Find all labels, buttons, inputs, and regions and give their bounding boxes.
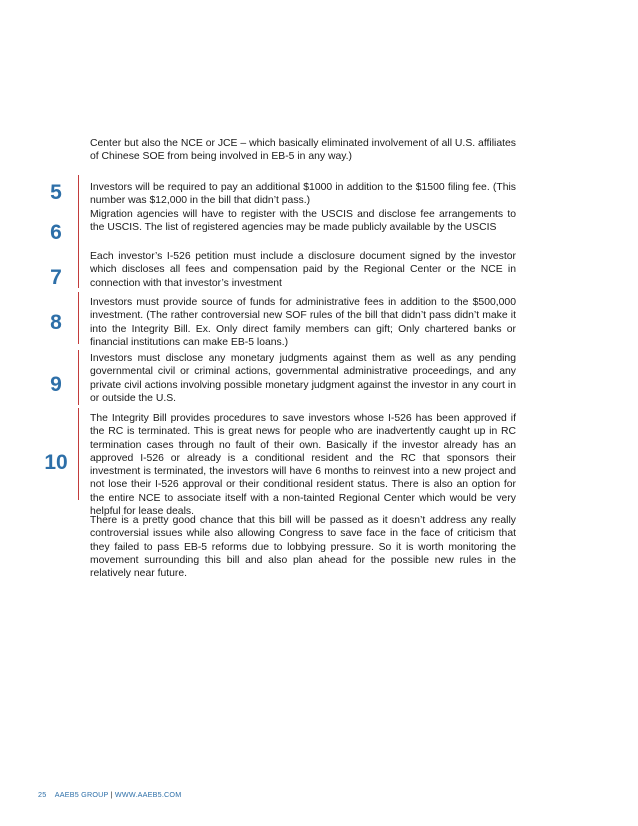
item-number: 6 xyxy=(50,221,62,244)
item-number: 7 xyxy=(50,266,62,289)
item-text: Migration agencies will have to register with the USCIS and disclose fee arrangements to the USCIS. The list of registered agencies may be made publicly available by the USCIS xyxy=(90,209,516,234)
item-5 xyxy=(40,181,600,211)
page-number: 25 xyxy=(38,790,47,799)
item-text: The Integrity Bill provides procedures to save investors whose I-526 has been approved if the RC is terminated. This is great news for people who are inadvertently caught up in RC termination cases through no fault of their own. Basically if the investor already has an approved I-526 or already is a conditional resident and the RC that sponsors their investment is terminated, the investors will have 6 months to reinvest into a new project and not lose their I-526 approval or their conditional resident status. There is also an option for the entire NCE to associate itself with a non-tainted Regional Center which would be very helpful for lease deals. xyxy=(90,413,516,518)
item-number: 8 xyxy=(50,311,62,334)
intro-paragraph: Center but also the NCE or JCE – which basically eliminated involvement of all U.S. affiliates of Chinese SOE from being involved in EB-5 in any way.) xyxy=(90,138,516,163)
item-7 xyxy=(40,250,600,290)
item-text: Investors must provide source of funds for administrative fees in addition to the $500,000 investment. (The rather controversial new SOF rules of the bill that didn’t pass didn’t make it into the Integrity Bill. Ex. Only direct family members can gift; Only chartered banks or financial institutions can make EB-5 loans.) xyxy=(90,297,516,348)
item-text: Investors will be required to pay an additional $1000 in addition to the $1500 filing fee. (This number was $12,000 in the bill that didn’t pass.) xyxy=(90,182,516,207)
closing-paragraph: There is a pretty good chance that this bill will be passed as it doesn’t address any really controversial issues while also allowing Congress to save face in the face of criticism that they failed to pass EB-5 reforms due to lobbying pressure. So it is worth monitoring the movement surrounding this bill and also plan ahead for the possible new rules in the relatively near future. xyxy=(90,515,516,580)
intro-block xyxy=(40,137,600,167)
item-6 xyxy=(40,208,600,248)
item-text: Each investor’s I-526 petition must include a disclosure document signed by the investor which discloses all fees and compensation paid by the Regional Center or the NCE in connection with that investor’s investment xyxy=(90,251,516,289)
item-divider xyxy=(78,205,79,245)
page-footer xyxy=(38,790,181,799)
footer-separator: | xyxy=(110,790,113,799)
footer-website-link[interactable]: WWW.AAEB5.COM xyxy=(114,790,182,799)
item-9 xyxy=(40,352,600,406)
footer-org: AAEB5 GROUP xyxy=(54,790,109,799)
closing-block xyxy=(40,514,600,580)
item-number: 9 xyxy=(50,373,62,396)
item-text: Investors must disclose any monetary judgments against them as well as any pending governmental civil or criminal actions, governmental administrative proceedings, and any private civil actions involving possible monetary judgment against the investor in any court in or outside the U.S. xyxy=(90,353,516,404)
item-divider xyxy=(78,408,79,500)
item-divider xyxy=(78,292,79,344)
item-number: 10 xyxy=(44,451,68,474)
item-8 xyxy=(40,296,600,350)
item-divider xyxy=(78,350,79,405)
item-divider xyxy=(78,245,79,288)
item-number: 5 xyxy=(50,181,62,204)
item-10 xyxy=(40,412,600,520)
